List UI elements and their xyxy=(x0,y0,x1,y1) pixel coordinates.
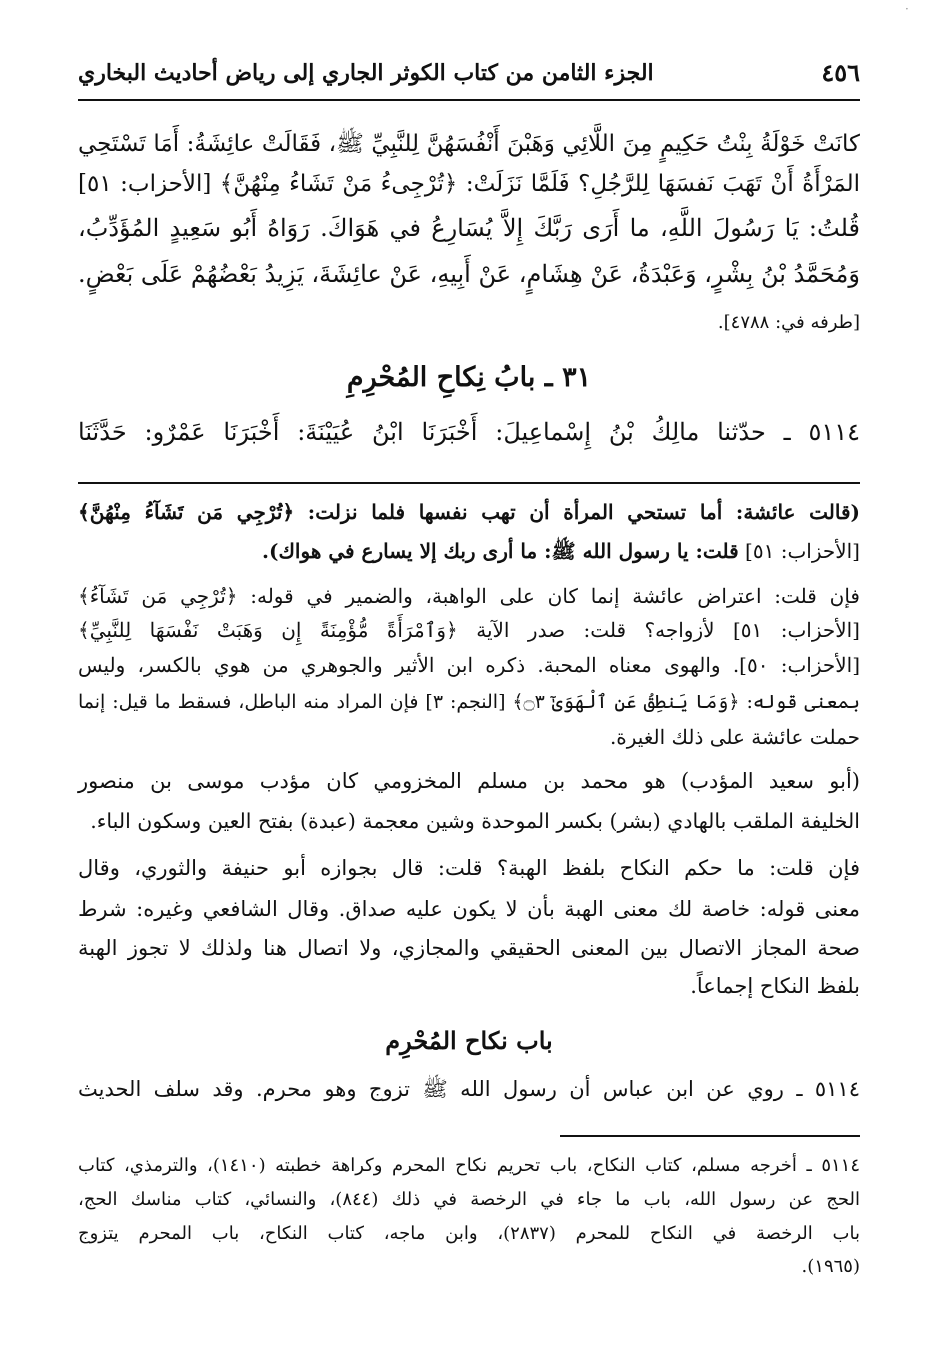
footnote-line: الحج عن رسول الله، باب ما جاء في الرخصة في ذلك (٨٤٤)، والنسائي، كتاب مناسك الحج، xyxy=(78,1189,861,1210)
commentary-line: بلفظ النكاح إجماعاً. xyxy=(690,974,860,998)
hadith-line: وَمُحَمَّدُ بْنُ بِشْرٍ، وَعَبْدَةُ، عَنْ هِشَامٍ، عَنْ أَبِيهِ، عَنْ عائِشَةَ، يَزِيدُ بَعْضُهُمْ عَلَى بَعْضٍ. xyxy=(78,260,860,288)
footnote-line: ٥١١٤ ـ أخرجه مسلم، كتاب النكاح، باب تحريم نكاح المحرم وكراهة خطبته (١٤١٠)، والترمذي، كتاب xyxy=(78,1155,860,1176)
commentary-quote-cont xyxy=(78,536,860,566)
commentary-line: فإن قلت: ما حكم النكاح بلفظ الهبة؟ قلت: قال بجوازه أبو حنيفة والثوري، وقال xyxy=(78,856,860,880)
running-title: الجزء الثامن من كتاب الكوثر الجاري إلى رياض أحاديث البخاري xyxy=(78,60,654,86)
hadith-line: كانَتْ خَوْلَةُ بِنْتُ حَكِيمٍ مِنَ اللَّائِي وَهَبْنَ أَنْفُسَهُنَّ لِلنَّبِيِّ ﷺ، فَقَالَتْ عائِشَةُ: أَمَا تَسْتَحِي xyxy=(78,131,860,157)
commentary-line: بمعنى قوله: ﴿وَمَا يَنطِقُ عَنِ ٱلْهَوَىٰٓ ۝٣﴾ [النجم: ٣] فإن المراد منه الباطل، فسقط ما قيل: إنما xyxy=(78,691,860,713)
footnote-divider xyxy=(560,1135,860,1137)
commentary-line: معنى قوله: خاصة لك معنى الهبة بأن لا يكون عليه صداق. وقال الشافعي وغيره: شرط xyxy=(78,897,860,921)
commentary-line: ٥١١٤ ـ روي عن ابن عباس أن رسول الله ﷺ تزوج وهو محرم. وقد سلف الحديث xyxy=(78,1077,860,1101)
commentary-line: [الأحزاب: ٥١] لأزواجه؟ قلت: صدر الآية ﴿وَٱمْرَأَةً مُّؤْمِنَةً إِن وَهَبَتْ نَفْسَهَا لِلنَّبِيِّ﴾ xyxy=(78,618,860,642)
commentary-line: صحة المجاز الاتصال بين المعنى الحقيقي والمجازي، ولا اتصال هنا ولذلك لا تجوز الهبة xyxy=(78,936,860,960)
footnote-line: (١٩٦٥). xyxy=(801,1256,860,1277)
commentary-divider xyxy=(78,482,860,484)
commentary-line: (أبو سعيد المؤدب) هو محمد بن مسلم المخزومي كان مؤدب موسى بن منصور xyxy=(78,769,860,793)
commentary-line: [الأحزاب: ٥٠]. والهوى معناه المحبة. ذكره ابن الأثير والجوهري من هوي بالكسر، وليس xyxy=(78,653,861,677)
footnote-line: باب الرخصة في النكاح للمحرم (٢٨٣٧)، وابن ماجه، كتاب النكاح، باب المحرم يتزوج xyxy=(78,1223,860,1244)
corner-mark: · xyxy=(905,2,909,16)
quote-continuation: قلت: يا رسول الله ﷺ: ما أرى ربك إلا يسارع في هواك). xyxy=(262,539,739,563)
hadith-line: المَرْأَةُ أَنْ تَهَبَ نَفسَهَا لِلرَّجُلِ؟ فَلَمَّا نَزَلَتْ: ﴿تُرْجِىءُ مَنْ تَشَاءُ مِنْهُنَّ﴾ [الأحزاب: ٥١] xyxy=(78,171,860,197)
chapter-heading: ٣١ ـ بابُ نِكاحِ المُحْرِمِ xyxy=(346,362,592,393)
sub-heading: باب نكاح المُحْرِم xyxy=(385,1026,553,1055)
hadith-isnad-start: ٥١١٤ ـ حدّثنا مالِكُ بْنُ إِسْماعِيلَ: أَخْبَرَنَا ابْنُ عُيَيْنَةَ: أَخْبَرَنَا عَمْرٌو: حَدَّثَنَا xyxy=(78,418,860,446)
cross-reference: [طرفه في: ٤٧٨٨]. xyxy=(717,312,860,333)
commentary-line: فإن قلت: اعتراض عائشة إنما كان على الواهبة، والضمير في قوله: ﴿تُرْجِي مَن تَشَآءُ﴾ xyxy=(78,584,860,608)
commentary-quote: (قالت عائشة: أما تستحي المرأة أن تهب نفسها فلما نزلت: ﴿تُرْجِي مَن تَشَآءُ مِنْهُنَّ﴾ xyxy=(78,500,860,524)
page-number: ٤٥٦ xyxy=(821,58,860,87)
hadith-line: قُلتُ: يَا رَسُولَ اللَّهِ، ما أَرَى رَبَّكَ إِلاَّ يُسَارِعُ في هَوَاكَ. رَوَاهُ أَبُو سَعِيدٍ المُؤَدِّبُ، xyxy=(78,214,860,242)
commentary-line: الخليفة الملقب بالهادي (بشر) بكسر الموحدة وشين معجمة (عبدة) بفتح العين وسكون الباء. xyxy=(90,809,860,833)
page-header xyxy=(78,58,860,94)
commentary-line: حملت عائشة على ذلك الغيرة. xyxy=(609,725,860,749)
quote-reference: [الأحزاب: ٥١] xyxy=(745,539,860,563)
header-divider xyxy=(78,99,860,101)
